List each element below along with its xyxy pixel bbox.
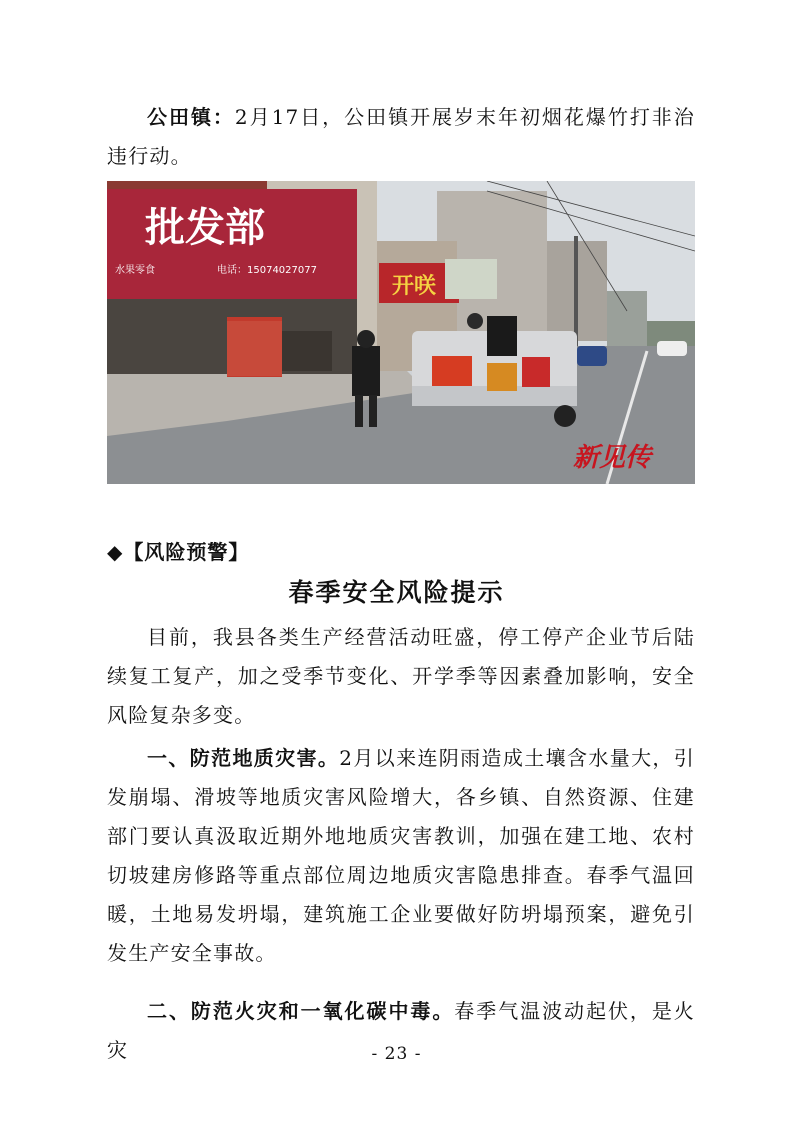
watermark: 新见传 (573, 443, 652, 473)
intro-paragraph (107, 618, 695, 735)
shop-sign-text: 批发部 (145, 205, 265, 251)
page-title: 春季安全风险提示 (288, 578, 505, 607)
item-text-2: 春季气温波动起伏，是火灾 (107, 999, 695, 1062)
page-number: - 23 - (371, 1044, 422, 1064)
street-photo (107, 181, 695, 484)
intro-text: 目前，我县各类生产经营活动旺盛，停工停产企业节后陆续复工复产，加之受季节变化、开学季等因素叠加影响，安全风险复杂多变。 (107, 625, 695, 727)
item-lead-2: 二、防范火灾和一氧化碳中毒。 (147, 999, 455, 1023)
second-shop-sign: 开咲 (392, 274, 437, 299)
report-lead: 公田镇： (147, 105, 235, 129)
item-paragraph-1 (107, 739, 695, 973)
report-text: 2月17日，公田镇开展岁末年初烟花爆竹打非治违行动。 (107, 105, 695, 168)
report-paragraph (107, 98, 695, 176)
section-heading: ◆【风险预警】 (107, 540, 250, 564)
shop-phone: 电话：15074027077 (217, 265, 317, 276)
shop-subtext: 水果零食 (115, 265, 155, 276)
item-text-1: 2月以来连阴雨造成土壤含水量大，引发崩塌、滑坡等地质灾害风险增大，各乡镇、自然资源、住建部门要认真汲取近期外地地质灾害教训，加强在建工地、农村切坡建房修路等重点部位周边地质灾害隐患排查。春季气温回暖，土地易发坍塌，建筑施工企业要做好防坍塌预案，避免引发生产安全事故。 (107, 746, 695, 965)
item-lead-1: 一、防范地质灾害。 (147, 746, 340, 770)
